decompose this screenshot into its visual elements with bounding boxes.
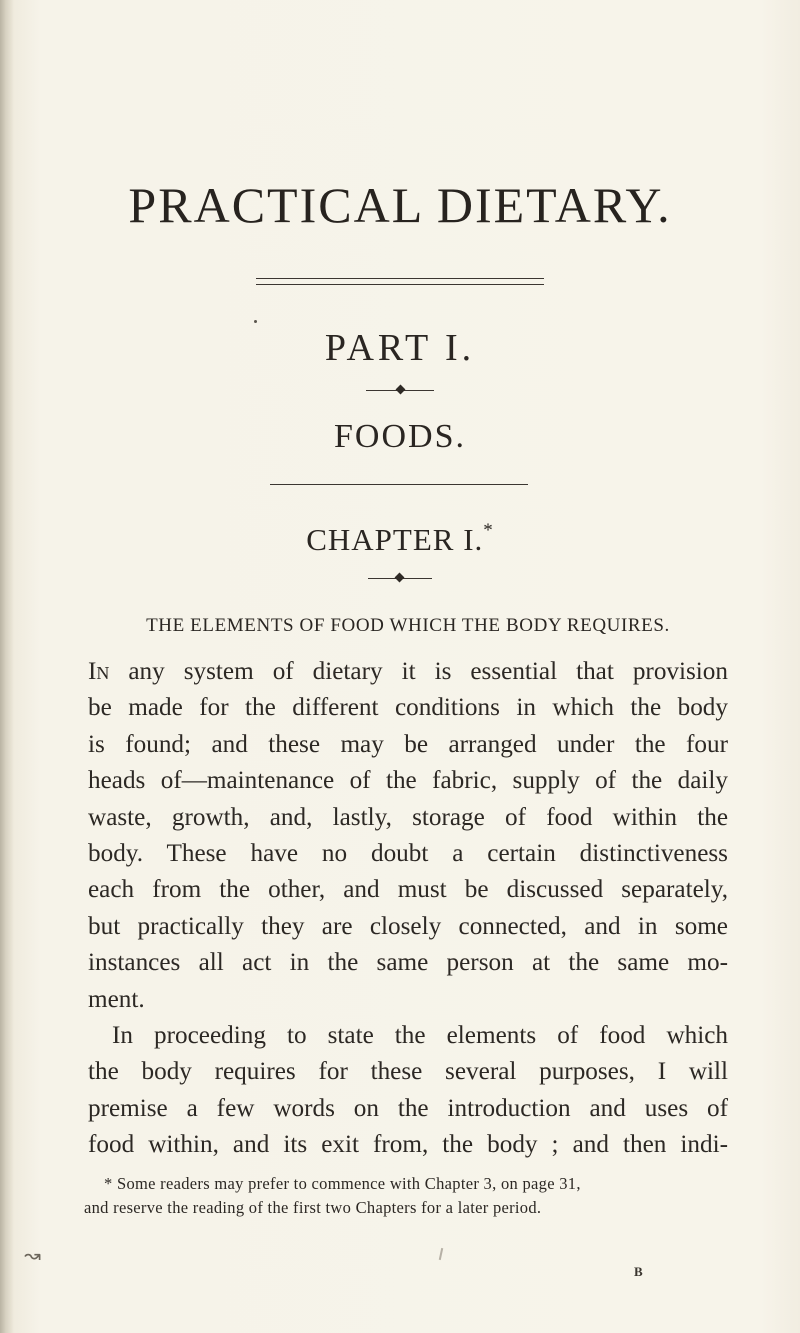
footnote-line: and reserve the reading of the first two Chapters for a later period. [84,1198,542,1217]
signature-mark: B [634,1264,643,1279]
chapter-heading [0,522,800,558]
paragraph-line: instances all act in the same person at the same mo- [88,949,728,977]
title-rule-top [256,278,544,279]
print-speck [254,320,257,323]
paragraph-line: each from the other, and must be discussed separately, [88,876,728,904]
part-ornament [366,384,434,396]
paragraph-line: waste, growth, and, lastly, storage of food within the [88,803,728,831]
paragraph-line: heads of—maintenance of the fabric, supply of the daily [88,767,728,795]
footnote-line: * Some readers may prefer to commence with Chapter 3, on page 31, [104,1174,581,1193]
chapter-ornament-line [368,578,432,615]
ink-smudge [439,1248,443,1260]
paragraph-line: ment. [88,985,145,1013]
part-subtitle: FOODS. [334,418,466,455]
chapter-ornament [368,572,432,584]
book-title: PRACTICAL DIETARY. [128,177,672,233]
paragraph-line: body. These have no doubt a certain distinctiveness [88,839,728,867]
paragraph-line: the body requires for these several purposes, I will [88,1058,728,1086]
title-rule-bottom [256,284,544,285]
paragraph-2 [88,1018,728,1164]
paragraph-line: is found; and these may be arranged under the four [88,730,728,758]
footnote [84,1172,732,1220]
chapter-footnote-marker: * [483,520,494,541]
drop-word: In [88,658,110,685]
paragraph-line: food within, and its exit from, the body ; and then indi- [88,1131,728,1159]
part-title: PART I. [324,327,476,369]
paragraph-line: In proceeding to state the elements of food which [112,1022,728,1049]
paragraph-1 [88,654,728,1018]
paragraph-line: In any system of dietary it is essential that provision [88,658,728,685]
foods-divider-rule [270,484,528,485]
paragraph-line: premise a few words on the introduction and uses of [88,1094,728,1122]
section-heading: THE ELEMENTS OF FOOD WHICH THE BODY REQUIRES. [146,615,670,636]
chapter-label: CHAPTER I. [306,522,484,557]
paragraph-line: be made for the different conditions in which the body [88,694,728,722]
pencil-mark-icon: ↝ [24,1243,41,1267]
paragraph-line: but practically they are closely connected, and in some [88,912,728,940]
